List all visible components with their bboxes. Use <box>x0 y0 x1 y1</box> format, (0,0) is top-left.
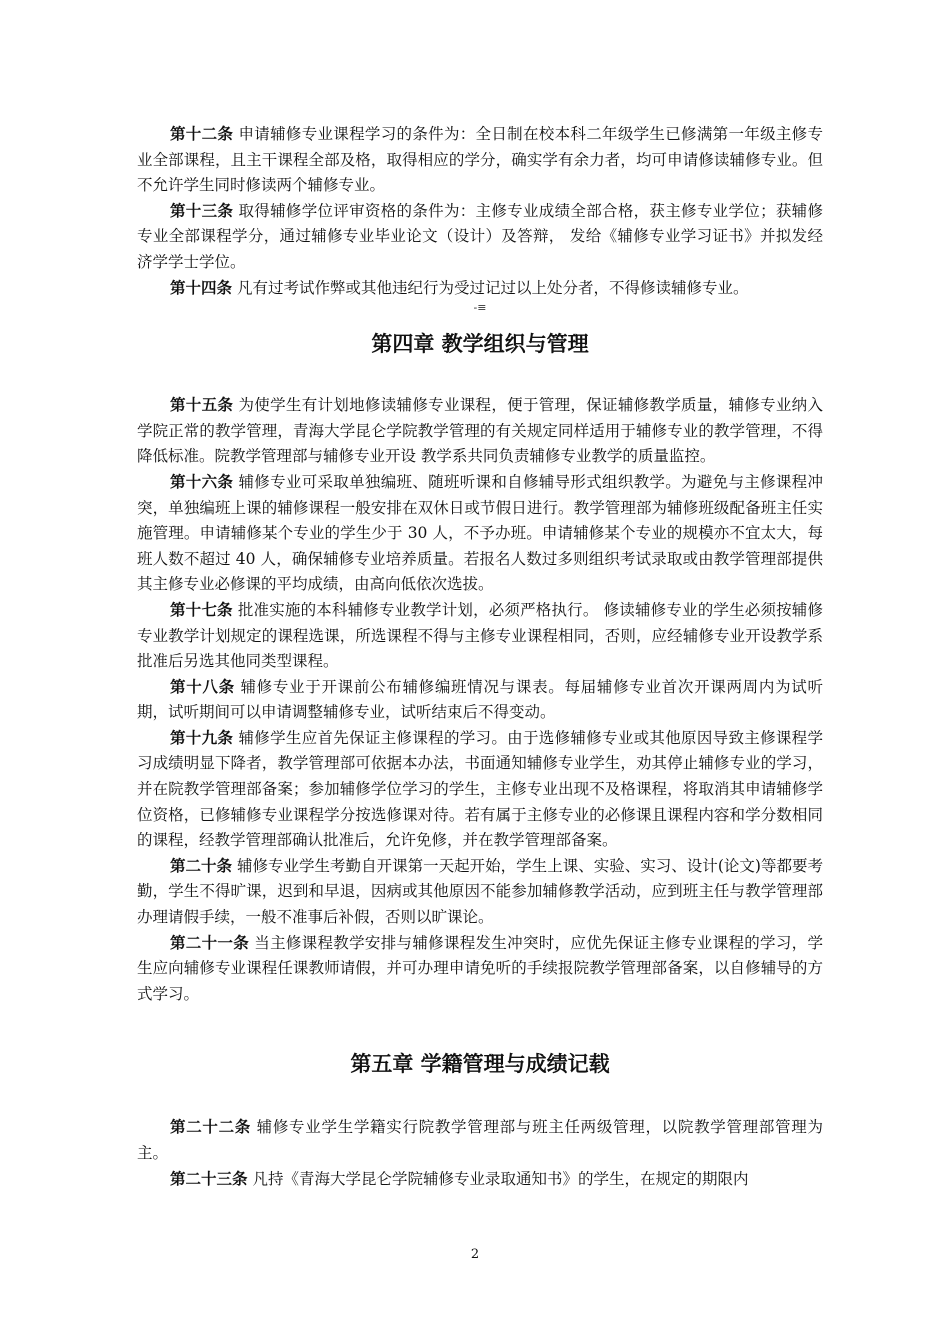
article-label: 第十四条 <box>170 278 233 297</box>
article-text: 辅修专业可采取单独编班、随班听课和自修辅导形式组织教学。为避免与主修课程冲突，单独编班上课的辅修课程一般安排在双休日或节假日进行。教学管理部为辅修班级配备班主任实施管理。申请辅修某个专业的学生少于 30 人，不予办班。申请辅修某个专业的规模亦不宜太大，每班人数不超过 40 人，确保辅修专业培养质量。若报名人数过多则组织考试录取或由教学管理部提供其主修专业必修课的平均成绩，由高向低依次选拔。 <box>137 472 823 594</box>
chapter-4-heading: 第四章 教学组织与管理 <box>371 332 589 357</box>
article-20 <box>137 854 823 931</box>
article-16 <box>137 470 823 598</box>
page-number: 2 <box>470 1247 480 1262</box>
article-18 <box>137 675 823 726</box>
article-label: 第十七条 <box>170 600 233 619</box>
article-label: 第十九条 <box>170 728 234 747</box>
article-text: 辅修专业学生考勤自开课第一天起开始，学生上课、实验、实习、设计(论文)等都要考勤，学生不得旷课，迟到和早退，因病或其他原因不能参加辅修教学活动，应到班主任与教学管理部办理请假手续，一般不准事后补假，否则以旷课论。 <box>137 856 823 927</box>
stray-mark: -≡ <box>473 301 487 315</box>
article-label: 第十六条 <box>170 472 234 491</box>
article-21 <box>137 931 823 1008</box>
article-text: 辅修专业学生学籍实行院教学管理部与班主任两级管理，以院教学管理部管理为主。 <box>137 1118 823 1162</box>
article-label: 第二十二条 <box>170 1118 252 1137</box>
article-12 <box>137 122 823 199</box>
article-text: 凡有过考试作弊或其他违纪行为受过记过以上处分者，不得修读辅修专业。 <box>232 278 749 297</box>
article-text: 当主修课程教学安排与辅修课程发生冲突时，应优先保证主修专业课程的学习，学生应向辅修专业课程任课教师请假，并可办理申请免听的手续报院教学管理部备案，以自修辅导的方式学习。 <box>137 933 823 1003</box>
article-label: 第十二条 <box>170 125 234 143</box>
article-label: 第二十一条 <box>170 933 250 952</box>
article-text: 为使学生有计划地修读辅修专业课程，便于管理，保证辅修教学质量，辅修专业纳入学院正常的教学管理，青海大学昆仑学院教学管理的有关规定同样适用于辅修专业的教学管理，不得降低标准。院教学管理部与辅修专业开设 教学系共同负责辅修专业教学的质量监控。 <box>137 396 823 466</box>
article-label: 第十五条 <box>170 396 234 415</box>
article-23 <box>137 1167 823 1193</box>
article-label: 第十三条 <box>170 201 234 220</box>
article-label: 第二十条 <box>170 856 233 875</box>
document-body <box>137 122 823 1192</box>
article-22 <box>137 1115 823 1166</box>
article-text: 取得辅修学位评审资格的条件为：主修专业成绩全部合格，获主修专业学位；获辅修专业全部课程学分，通过辅修专业毕业论文（设计）及答辩， 发给《辅修专业学习证书》并拟发经济学学士学位。 <box>137 201 823 271</box>
article-text: 凡持《青海大学昆仑学院辅修专业录取通知书》的学生，在规定的期限内 <box>247 1169 749 1188</box>
article-19 <box>137 726 823 854</box>
article-14 <box>137 276 823 302</box>
article-text: 辅修学生应首先保证主修课程的学习。由于选修辅修专业或其他原因导致主修课程学习成绩明显下降者，教学管理部可依据本办法，书面通知辅修专业学生，劝其停止辅修专业的学习，并在院教学管理部备案；参加辅修学位学习的学生，主修专业出现不及格课程，将取消其申请辅修学位资格，已修辅修专业课程学分按选修课对待。若有属于主修专业的必修课且课程内容和学分数相同的课程，经教学管理部确认批准后，允许免修，并在教学管理部备案。 <box>137 728 823 850</box>
article-label: 第十八条 <box>170 677 235 696</box>
article-text: 批准实施的本科辅修专业教学计划，必须严格执行。 修读辅修专业的学生必须按辅修专业教学计划规定的课程选课，所选课程不得与主修专业课程相同，否则，应经辅修专业开设教学系批准后另选其他同类型课程。 <box>137 600 823 671</box>
article-15 <box>137 393 823 470</box>
chapter-5-heading: 第五章 学籍管理与成绩记载 <box>350 1052 610 1077</box>
article-label: 第二十三条 <box>170 1169 248 1188</box>
article-17 <box>137 598 823 675</box>
article-text: 申请辅修专业课程学习的条件为：全日制在校本科二年级学生已修满第一年级主修专业全部课程，且主干课程全部及格，取得相应的学分，确实学有余力者，均可申请修读辅修专业。但不允许学生同时修读两个辅修专业。 <box>137 125 823 195</box>
article-13 <box>137 199 823 276</box>
article-text: 辅修专业于开课前公布辅修编班情况与课表。每届辅修专业首次开课两周内为试听期，试听期间可以申请调整辅修专业，试听结束后不得变动。 <box>137 677 823 722</box>
